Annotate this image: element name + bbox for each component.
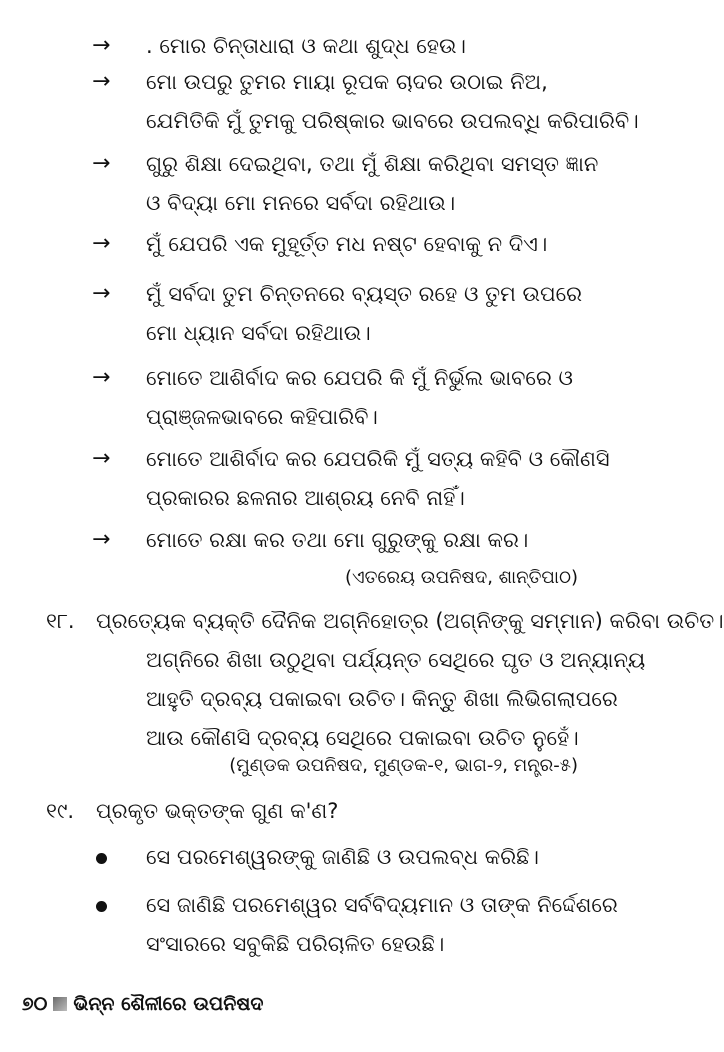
list-item-text: ମୋତେ ଆଶିର୍ବାଦ କର ଯେପରି କି ମୁଁ ନିର୍ଭୁଲ ଭାବରେ ଓ — [146, 366, 574, 390]
list-item-text: ମୋତେ ଆଶିର୍ବାଦ କର ଯେପରିକି ମୁଁ ସତ୍ୟ କହିବି ଓ କୌଣସି — [146, 447, 610, 471]
list-item-text: ମୁଁ ସର୍ବଦା ତୁମ ଚିନ୍ତନରେ ବ୍ୟସ୍ତ ରହେ ଓ ତୁମ ଉପରେ — [146, 282, 583, 306]
paragraph — [96, 602, 724, 758]
list-item-text: ଓ ବିଦ୍ୟା ମୋ ମନରେ ସର୍ବଦା ରହିଥାଉ। — [146, 191, 456, 215]
page-footer — [22, 990, 263, 1018]
list-item-text: ପ୍ରକାରର ଛଳନାର ଆଶ୍ରୟ ନେବି ନାହିଁ। — [146, 486, 465, 510]
bullet-text: ସେ ଜାଣିଛି ପରମେଶ୍ୱର ସର୍ବବିଦ୍ୟମାନ ଓ ତାଙ୍କ ନିର୍ଦ୍ଦେଶରେ — [146, 893, 618, 917]
list-item-text: ପ୍ରାଞ୍ଜଳଭାବରେ କହିପାରିବି। — [146, 405, 378, 429]
source-citation: (ମୁଣ୍ଡକ ଉପନିଷଦ, ମୁଣ୍ଡକ-୧, ଭାଗ-୨, ମନ୍ତ୍ର-୫) — [229, 755, 578, 776]
list-item-text: ଗୁରୁ ଶିକ୍ଷା ଦେଇଥିବା, ତଥା ମୁଁ ଶିକ୍ଷା କରିଥିବା ସମସ୍ତ ଜ୍ଞାନ — [146, 152, 599, 176]
arrow-icon: → — [92, 151, 111, 176]
list-item-text: ମୋତେ ରକ୍ଷା କର ତଥା ମୋ ଗୁରୁଙ୍କୁ ରକ୍ଷା କର। — [146, 528, 529, 552]
arrow-icon: → — [92, 527, 111, 552]
list-item-text: . ମୋର ଚିନ୍ତାଧାରା ଓ କଥା ଶୁଦ୍ଧ ହେଉ। — [146, 34, 466, 58]
item-number: ୧୯. — [46, 799, 75, 823]
arrow-icon: → — [92, 69, 111, 94]
bullet-text: ସଂସାରରେ ସବୁକିଛି ପରିଚାଳିତ ହେଉଛି। — [146, 932, 445, 956]
bullet-text: ସେ ପରମେଶ୍ୱରଙ୍କୁ ଜାଣିଛି ଓ ଉପଲବ୍ଧ କରିଛି। — [146, 845, 539, 869]
book-title: ଭିନ୍ନ ଶୈଳୀରେ ଉପନିଷଦ — [73, 993, 264, 1015]
source-citation: (ଏତରେୟ ଉପନିଷଦ, ଶାନ୍ତିପାଠ) — [344, 567, 578, 588]
arrow-icon: → — [92, 33, 111, 58]
list-item-text: ମୋ ଧ୍ୟାନ ସର୍ବଦା ରହିଥାଉ। — [146, 321, 371, 345]
paragraph-line: ଆଉ କୌଣସି ଦ୍ରବ୍ୟ ସେଥିରେ ପକାଇବା ଉଚିତ ନୁହେଁ। — [146, 726, 579, 750]
paragraph-line: ଅଗ୍ନିରେ ଶିଖା ଉଠୁଥିବା ପର୍ଯ୍ୟନ୍ତ ସେଥିରେ ଘୃତ ଓ ଅନ୍ୟାନ୍ୟ — [146, 648, 646, 672]
bullet-icon — [96, 901, 107, 912]
arrow-icon: → — [92, 231, 111, 256]
list-item-text: ଯେମିତିକି ମୁଁ ତୁମକୁ ପରିଷ୍କାର ଭାବରେ ଉପଲବ୍ଧି କରିପାରିବି। — [146, 109, 639, 133]
paragraph-line: ପ୍ରତ୍ୟେକ ବ୍ୟକ୍ତି ଦୈନିକ ଅଗ୍ନିହୋତ୍ର (ଅଗ୍ନିଙ୍କୁ ସମ୍ମାନ) କରିବା ଉଚିତ। — [96, 609, 724, 633]
page-number: ୭୦ — [22, 993, 48, 1015]
list-item-text: ମୋ ଉପରୁ ତୁମର ମାୟା ରୂପକ ଚାଦର ଉଠାଇ ନିଅ, — [146, 70, 548, 94]
item-number: ୧୮. — [46, 609, 75, 633]
arrow-icon: → — [92, 365, 111, 390]
section-title — [96, 792, 591, 831]
bullet-icon — [96, 853, 107, 864]
paragraph-line: ଆହୁତି ଦ୍ରବ୍ୟ ପକାଇବା ଉଚିତ। କିନ୍ତୁ ଶିଖା ଲିଭିଗଲାପରେ — [146, 687, 618, 711]
arrow-icon: → — [92, 446, 111, 471]
arrow-icon: → — [92, 281, 111, 306]
question-heading: ପ୍ରକୃତ ଭକ୍ତଙ୍କ ଗୁଣ କ'ଣ? — [96, 799, 339, 823]
list-item-text: ମୁଁ ଯେପରି ଏକ ମୁହୂର୍ତ୍ତ ମଧ ନଷ୍ଟ ହେବାକୁ ନ ଦିଏ। — [146, 232, 548, 256]
square-icon — [53, 997, 67, 1011]
